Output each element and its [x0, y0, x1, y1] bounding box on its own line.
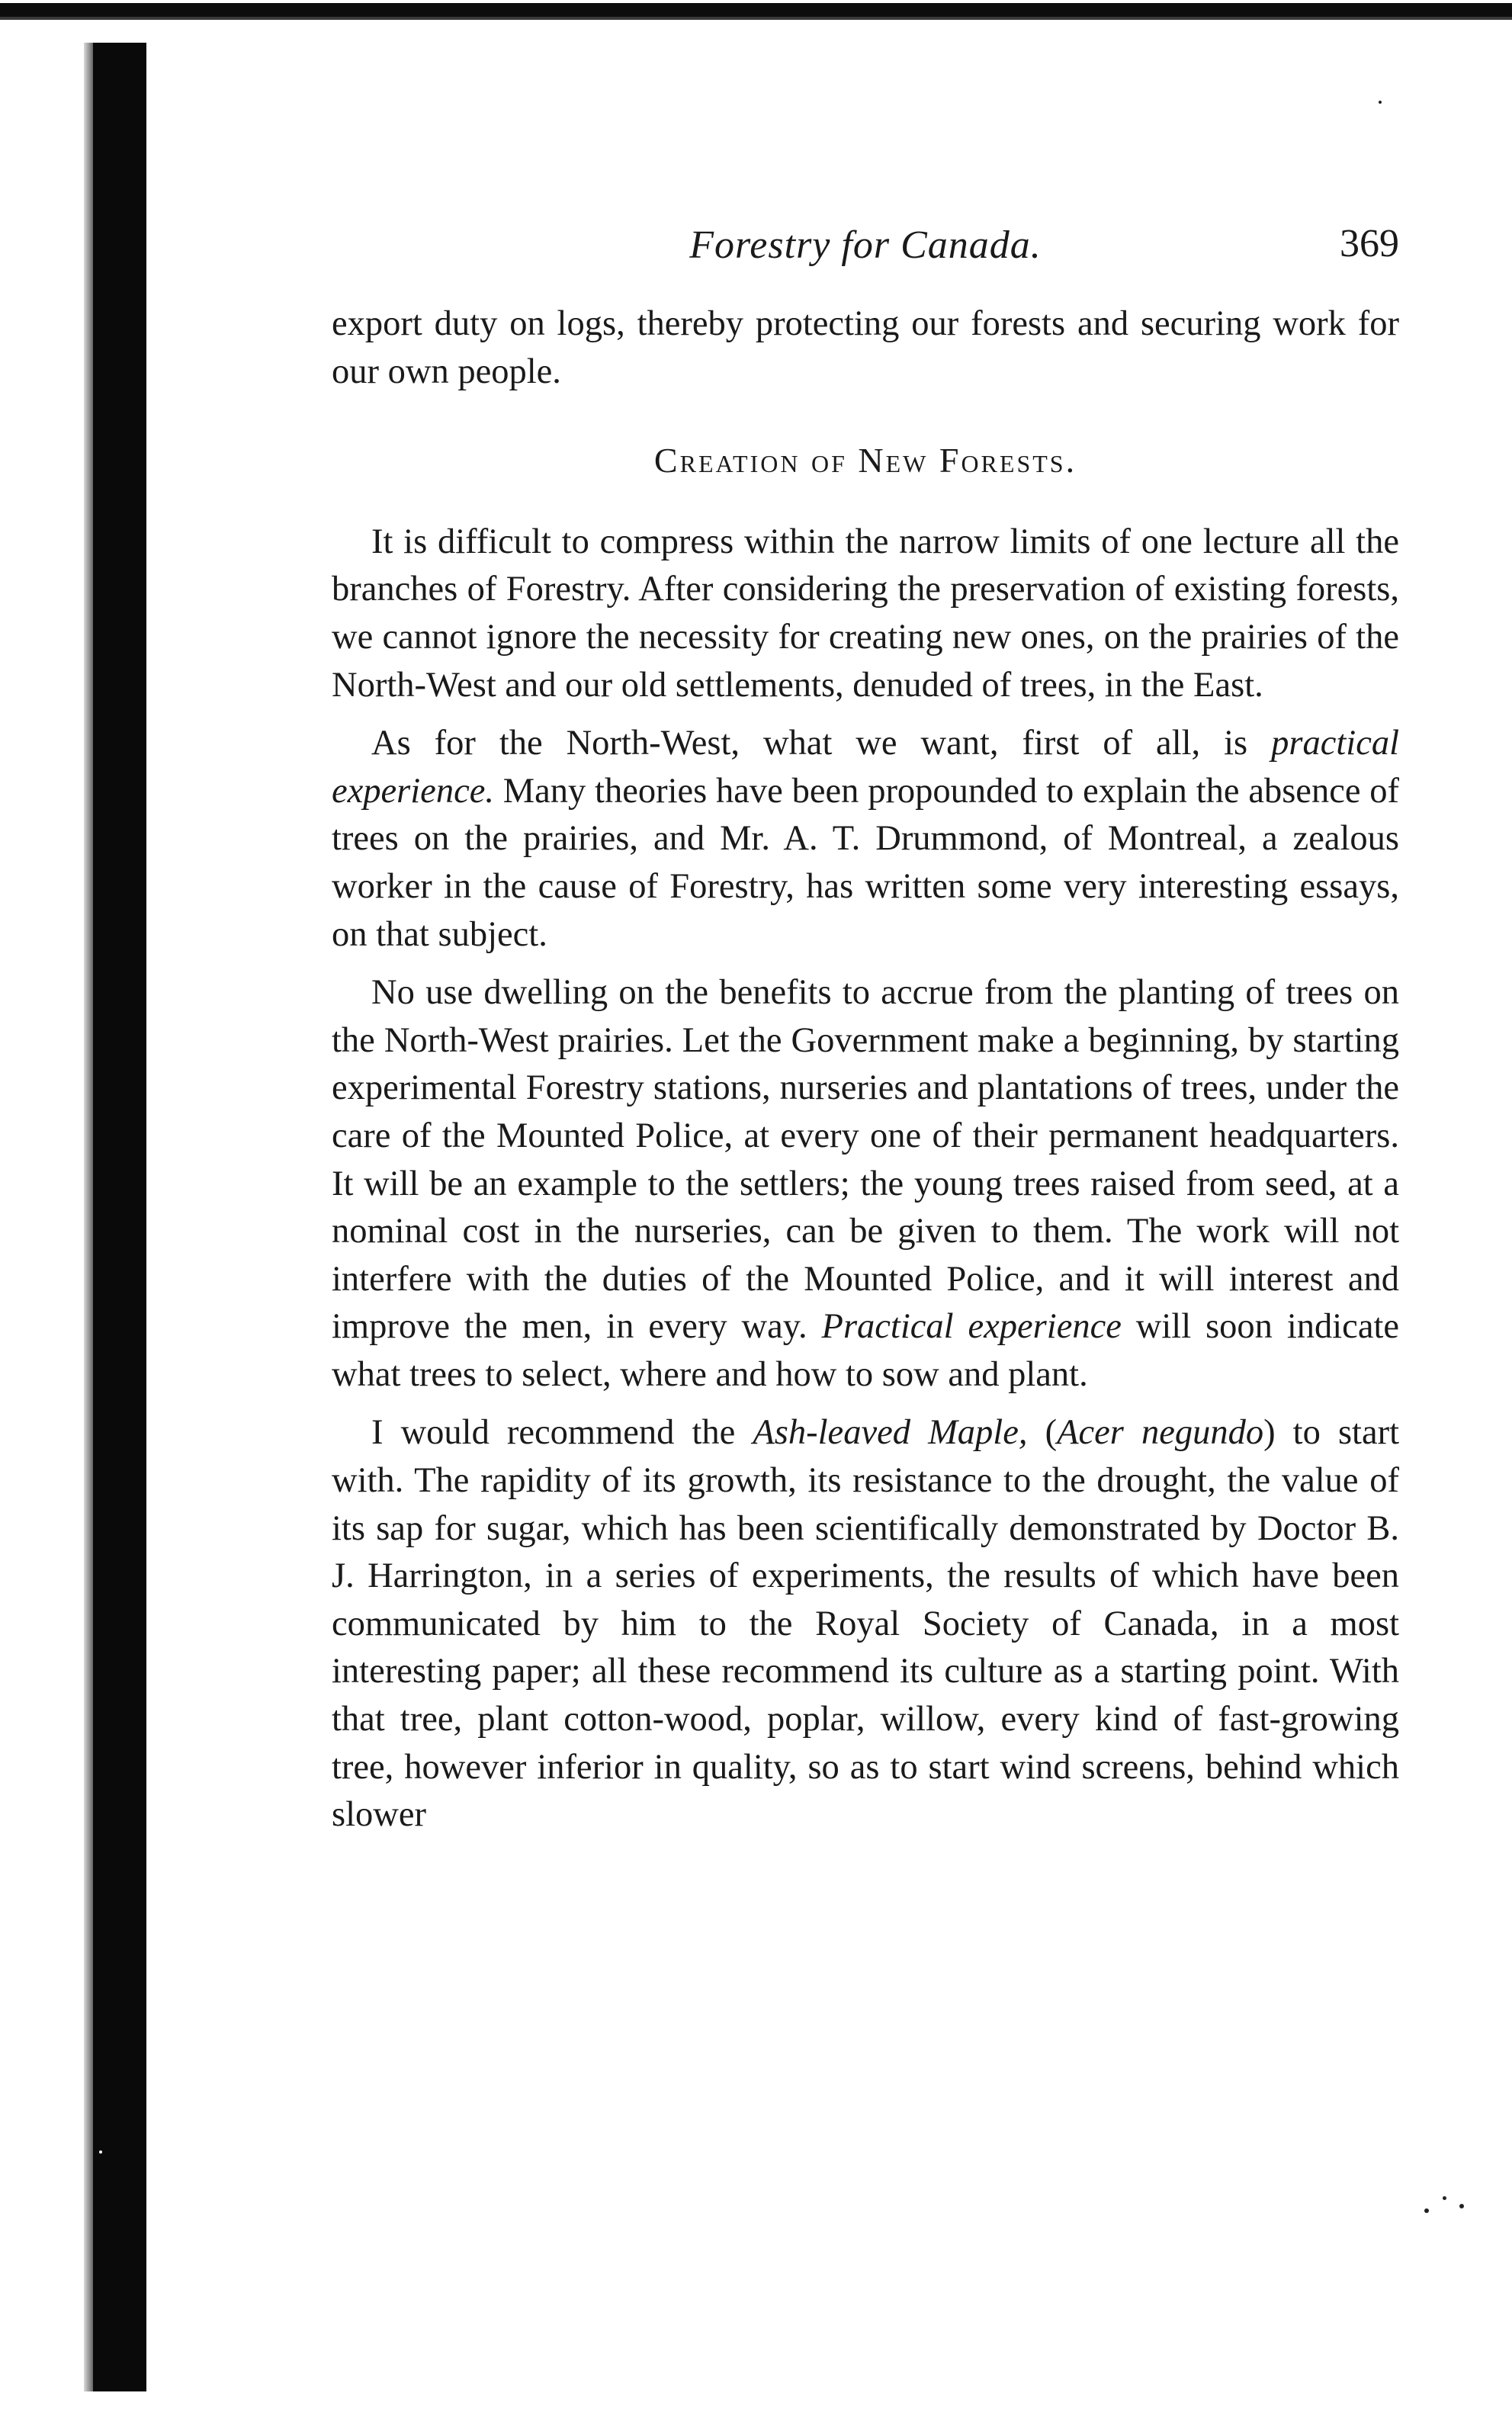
scan-speck — [1379, 101, 1382, 104]
italic-emphasis: Practical experience — [821, 1307, 1122, 1347]
paragraph-text: I would recommend the — [371, 1413, 736, 1453]
body-text — [332, 300, 1399, 1839]
paragraph-text: As for the North-West, what we want, first of all, is — [371, 724, 1248, 763]
book-binding-edge — [93, 43, 146, 2391]
section-heading: Creation of New Forests. — [653, 441, 1077, 480]
paragraph-text: will soon indicate what trees to select, where and how to sow and plant. — [332, 1307, 1400, 1394]
italic-emphasis: practical experience. — [332, 724, 1400, 811]
page-number: 369 — [1340, 222, 1399, 265]
top-scan-border-thin — [0, 17, 1512, 20]
scan-speck — [1424, 2208, 1429, 2213]
scan-speck — [1443, 2196, 1446, 2200]
binding-shadow — [84, 43, 93, 2391]
paragraph: It is difficult to compress within the narrow limits of one lecture all the branches of Forestry. After considering the preservation of existing forests, we cannot ignore the necessity for creating new ones, on the prairies of the North-West and our old settlements, denuded of trees, in the East. — [332, 522, 1399, 705]
paragraph-text: ( — [1045, 1413, 1058, 1453]
italic-emphasis: Acer negundo — [1057, 1413, 1264, 1453]
scan-speck — [1459, 2204, 1464, 2208]
running-head — [332, 214, 1399, 275]
paragraph-text: Many theories have been propounded to explain the absence of trees on the prairies, and Mr. A. T. Drummond, of Montreal, a zealous worker in the cause of Forestry, has written some very interesting essays, on that subject. — [332, 771, 1400, 954]
paragraph-continuation: export duty on logs, thereby protecting our forests and securing work for our own people. — [332, 304, 1399, 391]
paragraph — [332, 969, 1399, 1399]
scan-speck — [99, 2150, 102, 2154]
book-page — [332, 214, 1399, 2379]
paragraph — [332, 720, 1399, 959]
paragraph-text: ) to start with. The rapidity of its growth, its resistance to the drought, the value of its sap for sugar, which has been scientifically demonstrated by Doctor B. J. Harrington, in a series of experiments, the results of which have been communicated by him to the Royal Society of Canada, in a most interesting paper; all these recommend its culture as a starting point. With that tree, plant cotton-wood, poplar, willow, every kind of fast-growing tree, however inferior in quality, so as to start wind screens, behind which slower — [332, 1413, 1400, 1835]
paragraph-text: No use dwelling on the benefits to accrue from the planting of trees on the North-West prairies. Let the Government make a beginning, by starting experimental Forestry stations, nurseries and plantations of trees, under the care of the Mounted Police, at every one of their permanent headquarters. It will be an example to the settlers; the young trees raised from seed, at a nominal cost in the nurseries, can be given to them. The work will not interfere with the duties of the Mounted Police, and it will interest and improve the men, in every way. — [332, 973, 1399, 1347]
top-scan-border — [0, 3, 1512, 17]
running-title: Forestry for Canada. — [689, 223, 1042, 267]
italic-emphasis: Ash-leaved Maple, — [753, 1413, 1028, 1453]
paragraph — [332, 1409, 1399, 1839]
